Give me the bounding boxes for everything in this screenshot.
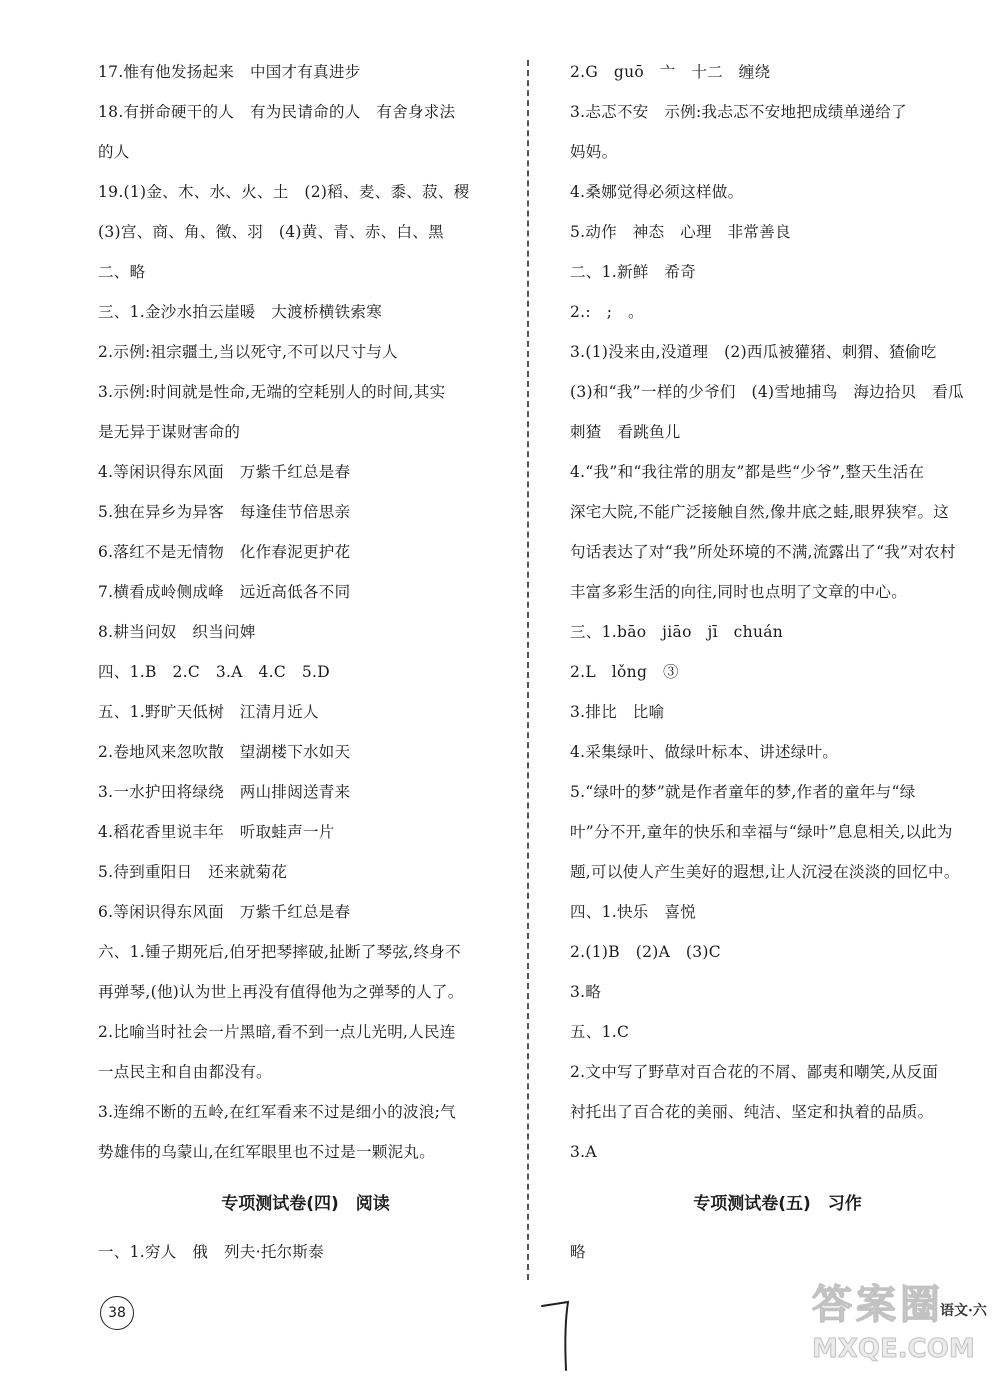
answer-line: 3.A bbox=[570, 1143, 597, 1161]
answer-line: 势雄伟的乌蒙山,在红军眼里也不过是一颗泥丸。 bbox=[98, 1143, 436, 1161]
answer-line: 丰富多彩生活的向往,同时也点明了文章的中心。 bbox=[570, 583, 908, 601]
answer-line: 六、1.锺子期死后,伯牙把琴摔破,扯断了琴弦,终身不 bbox=[98, 943, 461, 961]
answer-line: 2.: ; 。 bbox=[570, 303, 644, 321]
section-title: 专项测试卷(四) 阅读 bbox=[221, 1194, 390, 1214]
watermark-sub-text: MXQE.COM bbox=[812, 1334, 975, 1364]
answer-line: 3.连绵不断的五岭,在红军看来不过是细小的波浪;气 bbox=[98, 1103, 456, 1121]
answer-line: 4.采集绿叶、做绿叶标本、讲述绿叶。 bbox=[570, 743, 839, 761]
answer-line: 二、略 bbox=[98, 263, 146, 281]
answer-line: 6.等闲识得东风面 万紫千红总是春 bbox=[98, 903, 351, 921]
right-column bbox=[570, 52, 985, 1272]
answer-line: 二、1.新鲜 希奇 bbox=[570, 263, 696, 281]
answer-line: 17.惟有他发扬起来 中国才有真进步 bbox=[98, 63, 361, 81]
answer-line: 五、1.野旷天低树 江清月近人 bbox=[98, 703, 319, 721]
answer-line: 2.L lǒng ③ bbox=[570, 663, 679, 681]
answer-line: 3.略 bbox=[570, 983, 602, 1001]
answer-line: (3)和“我”一样的少爷们 (4)雪地捕鸟 海边拾贝 看瓜 bbox=[570, 383, 964, 401]
answer-line: 7.横看成岭侧成峰 远近高低各不同 bbox=[98, 583, 351, 601]
answer-line: 3.忐忑不安 示例:我忐忑不安地把成绩单递给了 bbox=[570, 103, 907, 121]
answer-line: 3.(1)没来由,没道理 (2)西瓜被獾猪、刺猬、猹偷吃 bbox=[570, 343, 937, 361]
answer-line: 3.一水护田将绿绕 两山排闼送青来 bbox=[98, 783, 351, 801]
answer-line: 4.等闲识得东风面 万紫千红总是春 bbox=[98, 463, 351, 481]
answer-line: 2.G guō 亠 十二 缠绕 bbox=[570, 63, 771, 81]
answer-line: 刺猹 看跳鱼儿 bbox=[570, 423, 681, 441]
answer-line: 2.示例:祖宗疆土,当以死守,不可以尺寸与人 bbox=[98, 343, 398, 361]
answer-line: 三、1.金沙水拍云崖暖 大渡桥横铁索寒 bbox=[98, 303, 382, 321]
answer-line: 3.示例:时间就是性命,无端的空耗别人的时间,其实 bbox=[98, 383, 446, 401]
answer-line: 妈妈。 bbox=[570, 143, 618, 161]
answer-line: 四、1.B 2.C 3.A 4.C 5.D bbox=[98, 663, 330, 681]
answer-line: 3.排比 比喻 bbox=[570, 703, 665, 721]
column-divider bbox=[527, 60, 529, 1280]
answer-line: 一点民主和自由都没有。 bbox=[98, 1063, 272, 1081]
answer-line: 4.桑娜觉得必须这样做。 bbox=[570, 183, 744, 201]
answer-line: 2.卷地风来忽吹散 望湖楼下水如天 bbox=[98, 743, 351, 761]
answer-line: 6.落红不是无情物 化作春泥更护花 bbox=[98, 543, 351, 561]
answer-line: 略 bbox=[570, 1243, 586, 1261]
answer-line: 再弹琴,(他)认为世上再没有值得他为之弹琴的人了。 bbox=[98, 983, 464, 1001]
answer-line: 5.待到重阳日 还来就菊花 bbox=[98, 863, 288, 881]
subject-label: 语文·六 bbox=[940, 1303, 987, 1319]
answer-line: (3)宫、商、角、徵、羽 (4)黄、青、赤、白、黑 bbox=[98, 223, 444, 241]
answer-line: 5.动作 神态 心理 非常善良 bbox=[570, 223, 791, 241]
answer-line: 的人 bbox=[98, 143, 130, 161]
answer-line: 五、1.C bbox=[570, 1023, 630, 1041]
answer-line: 2.比喻当时社会一片黑暗,看不到一点儿光明,人民连 bbox=[98, 1023, 456, 1041]
section-title: 专项测试卷(五) 习作 bbox=[693, 1194, 862, 1214]
answer-line: 5.独在异乡为异客 每逢佳节倍思亲 bbox=[98, 503, 351, 521]
answer-line: 19.(1)金、木、水、火、土 (2)稻、麦、黍、菽、稷 bbox=[98, 183, 470, 201]
answer-line: 句话表达了对“我”所处环境的不满,流露出了“我”对农村 bbox=[570, 543, 956, 561]
answer-line: 4.稻花香里说丰年 听取蛙声一片 bbox=[98, 823, 335, 841]
watermark-logo bbox=[812, 1282, 998, 1378]
answer-line: 三、1.bāo jiāo jī chuán bbox=[570, 623, 784, 641]
answer-line: 衬托出了百合花的美丽、纯洁、坚定和执着的品质。 bbox=[570, 1103, 934, 1121]
answer-line: 四、1.快乐 喜悦 bbox=[570, 903, 696, 921]
answer-line: 5.“绿叶的梦”就是作者童年的梦,作者的童年与“绿 bbox=[570, 783, 916, 801]
answer-line: 是无异于谋财害命的 bbox=[98, 423, 241, 441]
answer-line: 一、1.穷人 俄 列夫·托尔斯泰 bbox=[98, 1243, 325, 1261]
answer-line: 18.有拼命硬干的人 有为民请命的人 有舍身求法 bbox=[98, 103, 456, 121]
answer-line: 4.“我”和“我往常的朋友”都是些“少爷”,整天生活在 bbox=[570, 463, 925, 481]
watermark-main-text: 答案圈 bbox=[812, 1282, 944, 1328]
answer-line: 题,可以使人产生美好的遐想,让人沉浸在淡淡的回忆中。 bbox=[570, 863, 960, 881]
left-column bbox=[98, 52, 513, 1272]
answer-line: 2.文中写了野草对百合花的不屑、鄙夷和嘲笑,从反面 bbox=[570, 1063, 939, 1081]
answer-line: 深宅大院,不能广泛接触自然,像井底之蛙,眼界狭窄。这 bbox=[570, 503, 950, 521]
answer-line: 叶”分不开,童年的快乐和幸福与“绿叶”息息相关,以此为 bbox=[570, 823, 953, 841]
answer-line: 8.耕当问奴 织当问婢 bbox=[98, 623, 256, 641]
answer-line: 2.(1)B (2)A (3)C bbox=[570, 943, 721, 961]
handwritten-mark-icon bbox=[538, 1298, 578, 1374]
page-number: 38 bbox=[100, 1296, 134, 1330]
